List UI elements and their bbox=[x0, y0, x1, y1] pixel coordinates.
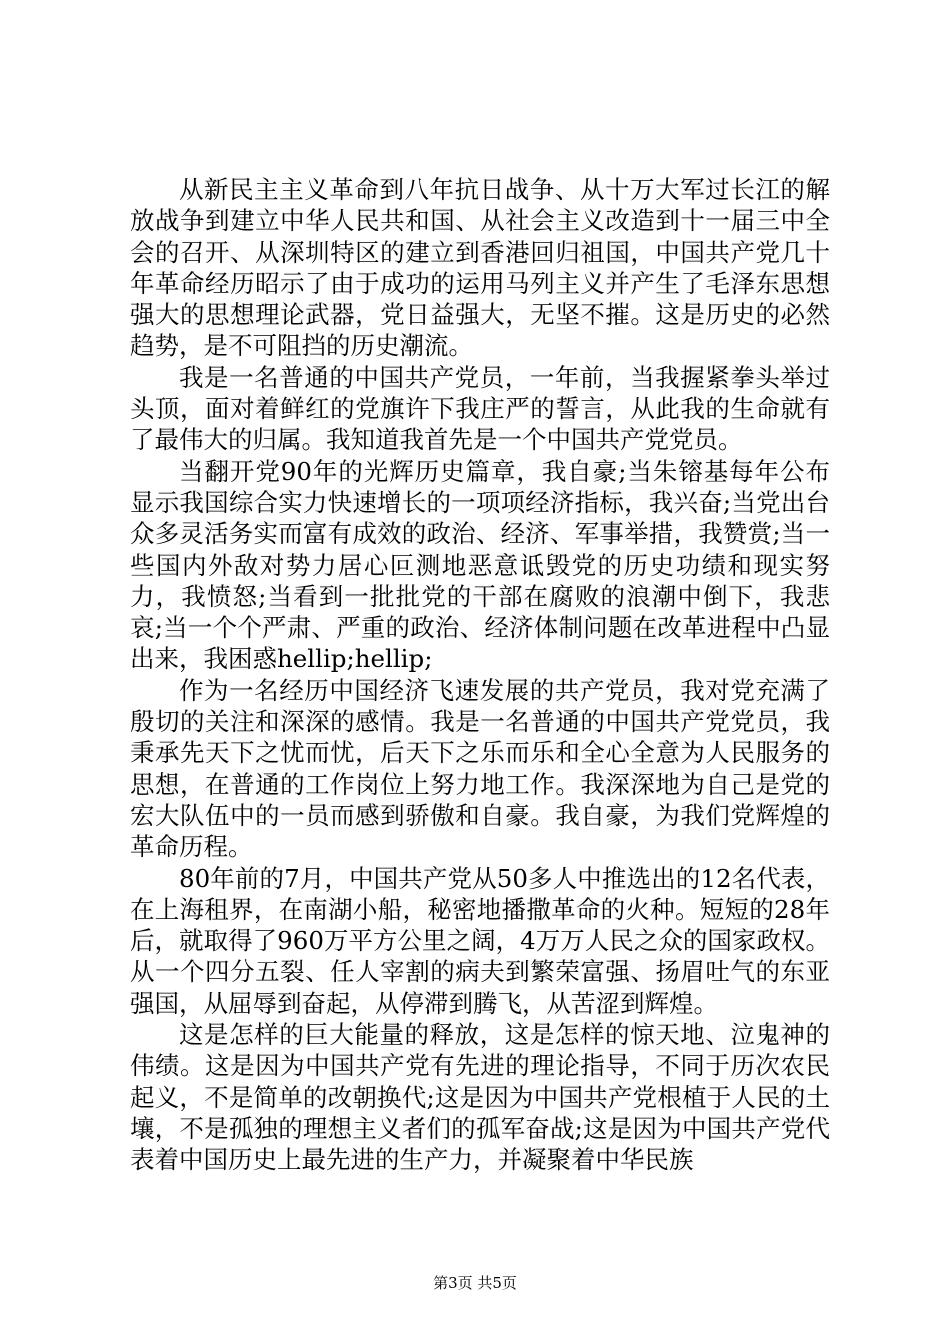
document-body bbox=[130, 174, 830, 1176]
paragraph: 我是一名普通的中国共产党员，一年前，当我握紧拳头举过头顶，面对着鲜红的党旗许下我庄严的誓言，从此我的生命就有了最伟大的归属。我知道我首先是一个中国共产党党员。 bbox=[130, 362, 830, 455]
paragraph: 当翻开党90年的光辉历史篇章，我自豪;当朱镕基每年公布显示我国综合实力快速增长的一项项经济指标，我兴奋;当党出台众多灵活务实而富有成效的政治、经济、军事举措，我赞赏;当一些国内外敌对势力居心叵测地恶意诋毁党的历史功绩和现实努力，我愤怒;当看到一批批党的干部在腐败的浪潮中倒下，我悲哀;当一个个严肃、严重的政治、经济体制问题在改革进程中凸显出来，我困惑hellip;hellip; bbox=[130, 456, 830, 674]
paragraph: 80年前的7月，中国共产党从50多人中推选出的12名代表，在上海租界，在南湖小船，秘密地播撒革命的火种。短短的28年后，就取得了960万平方公里之阔，4万万人民之众的国家政权。从一个四分五裂、任人宰割的病夫到繁荣富强、扬眉吐气的东亚强国，从屈辱到奋起，从停滞到腾飞，从苦涩到辉煌。 bbox=[130, 863, 830, 1018]
page-footer: 第3页 共5页 bbox=[433, 1274, 517, 1292]
paragraph: 这是怎样的巨大能量的释放，这是怎样的惊天地、泣鬼神的伟绩。这是因为中国共产党有先进的理论指导，不同于历次农民起义，不是简单的改朝换代;这是因为中国共产党根植于人民的土壤，不是孤独的理想主义者们的孤军奋战;这是因为中国共产党代表着中国历史上最先进的生产力，并凝聚着中华民族 bbox=[130, 1020, 830, 1175]
paragraph: 从新民主主义革命到八年抗日战争、从十万大军过长江的解放战争到建立中华人民共和国、从社会主义改造到十一届三中全会的召开、从深圳特区的建立到香港回归祖国，中国共产党几十年革命经历昭示了由于成功的运用马列主义并产生了毛泽东思想强大的思想理论武器，党日益强大，无坚不摧。这是历史的必然趋势，是不可阻挡的历史潮流。 bbox=[130, 175, 830, 361]
paragraph: 作为一名经历中国经济飞速发展的共产党员，我对党充满了殷切的关注和深深的感情。我是一名普通的中国共产党党员，我秉承先天下之忧而忧，后天下之乐而乐和全心全意为人民服务的思想，在普通的工作岗位上努力地工作。我深深地为自己是党的宏大队伍中的一员而感到骄傲和自豪。我自豪，为我们党辉煌的革命历程。 bbox=[130, 675, 830, 862]
